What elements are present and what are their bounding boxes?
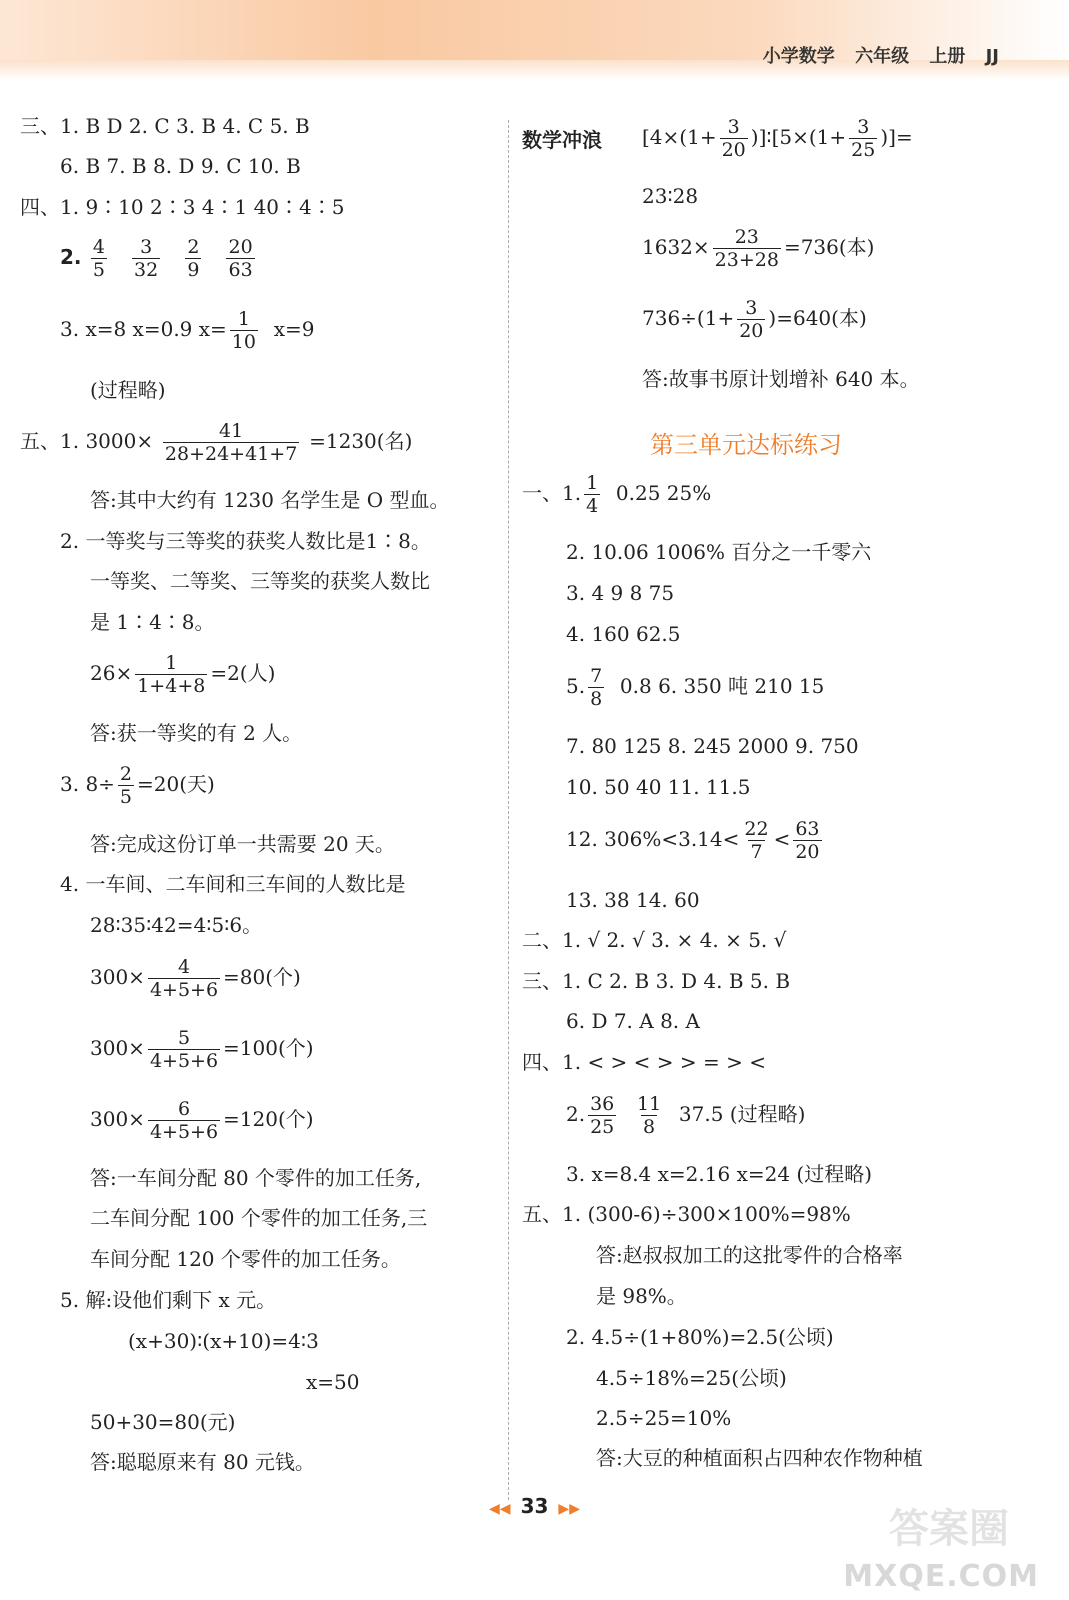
answer-line: 五、1. (300-6)÷300×100%=98%: [522, 1202, 851, 1226]
answer-line: 三、1. B D 2. C 3. B 4. C 5. B: [20, 114, 310, 138]
book-title: 小学数学 六年级 上册 JJ: [762, 46, 999, 67]
answer-text: 是 1∶4∶8。: [90, 610, 215, 634]
answer-line-equations: 3. x=8 x=0.9 x= $\frac{1}{10}$ x=9: [60, 308, 315, 353]
answer-calc: 736÷(1+ $\frac{3}{20}$ )=640(本): [642, 297, 867, 342]
answer-line: 三、1. C 2. B 3. D 4. B 5. B: [522, 969, 791, 993]
answer-calc: 3. 8÷ $\frac{2}{5}$ =20(天): [60, 763, 215, 808]
fraction: $\frac{7}{8}$: [590, 665, 603, 710]
answer-text: 答:获一等奖的有 2 人。: [90, 721, 303, 745]
answer-line: 3. x=8.4 x=2.16 x=24 (过程略): [566, 1162, 873, 1186]
answer-calc: 300× $\frac{5}{4+5+6}$ =100(个): [90, 1027, 314, 1072]
fraction: $\frac{23}{23+28}$: [714, 226, 779, 271]
answer-text: 28∶35∶42=4∶5∶6。: [90, 913, 263, 937]
fraction: $\frac{22}{7}$: [744, 818, 769, 863]
answer-calc: 五、1. 3000× $\frac{41}{28+24+41+7}$ =1230(名): [20, 420, 413, 465]
answer-line: 6. D 7. A 8. A: [566, 1009, 700, 1033]
fraction: $\frac{3}{20}$: [739, 297, 764, 342]
fraction: $\frac{41}{28+24+41+7}$: [164, 420, 298, 465]
answer-line: 4. 160 62.5: [566, 622, 681, 646]
answer-calc: 12. 306%<3.14< $\frac{22}{7}$ < $\frac{63}{20}$: [566, 818, 820, 863]
fraction: $\frac{4}{5}$: [92, 236, 105, 281]
answer-text: 答:故事书原计划增补 640 本。: [642, 367, 920, 391]
fraction: $\frac{1}{4}$: [586, 472, 599, 517]
fraction: $\frac{1}{10}$: [231, 308, 256, 353]
section-title: 第三单元达标练习: [650, 431, 842, 459]
answer-calc: [4×(1+ $\frac{3}{20}$ )]∶[5×(1+ $\frac{3}{25}$ )]=: [642, 116, 913, 161]
fraction: $\frac{36}{25}$: [590, 1093, 615, 1138]
answer-line: 13. 38 14. 60: [566, 888, 700, 912]
answer-text: 答:大豆的种植面积占四种农作物种植: [596, 1446, 923, 1470]
answer-calc: 26× $\frac{1}{1+4+8}$ =2(人): [90, 652, 276, 697]
fraction: $\frac{6}{4+5+6}$: [149, 1098, 219, 1143]
answer-line: 四、1. 9∶10 2∶3 4∶1 40∶4∶5: [20, 195, 345, 219]
answer-line: 10. 50 40 11. 11.5: [566, 775, 751, 799]
answer-calc: 300× $\frac{4}{4+5+6}$ =80(个): [90, 956, 301, 1001]
item-number: 2.: [60, 245, 82, 269]
answer-text: 答:聪聪原来有 80 元钱。: [90, 1450, 315, 1474]
prev-arrow-icon: ◀◀: [489, 1501, 511, 1517]
answer-text: 4.5÷18%=25(公顷): [596, 1366, 787, 1390]
answer-text: 2. 一等奖与三等奖的获奖人数比是1∶8。: [60, 529, 431, 553]
fraction: $\frac{2}{9}$: [187, 236, 200, 281]
answer-text: 是 98%。: [596, 1284, 687, 1308]
answer-text: 答:赵叔叔加工的这批零件的合格率: [596, 1243, 903, 1267]
answer-calc: 2. $\frac{36}{25}$ $\frac{11}{8}$ 37.5 (过程略): [566, 1093, 806, 1138]
fraction: $\frac{63}{20}$: [795, 818, 820, 863]
answer-text: 5. 解:设他们剩下 x 元。: [60, 1288, 277, 1312]
watermark-text: MXQE.COM: [843, 1559, 1039, 1594]
answer-line: 二、1. √ 2. √ 3. × 4. × 5. √: [522, 928, 787, 952]
section-label-chonglang: 数学冲浪: [522, 128, 602, 152]
page-number: 33: [520, 1494, 549, 1518]
answer-text: 答:其中大约有 1230 名学生是 O 型血。: [90, 488, 450, 512]
answer-line-fractions: [60, 236, 258, 281]
answer-line: 四、1. < > < > > = > <: [522, 1050, 767, 1074]
answer-text: 23∶28: [642, 184, 699, 208]
fraction: $\frac{3}{32}$: [134, 236, 159, 281]
answer-text: (x+30)∶(x+10)=4∶3: [128, 1329, 319, 1353]
fraction: $\frac{20}{63}$: [228, 236, 253, 281]
fraction: $\frac{3}{25}$: [851, 116, 876, 161]
next-arrow-icon: ▶▶: [558, 1501, 580, 1517]
answer-text: 一等奖、二等奖、三等奖的获奖人数比: [90, 569, 430, 593]
answer-line: 6. B 7. B 8. D 9. C 10. B: [60, 154, 301, 178]
answer-text: 2.5÷25=10%: [596, 1406, 732, 1430]
fraction: $\frac{4}{4+5+6}$: [149, 956, 219, 1001]
answer-text: 2. 4.5÷(1+80%)=2.5(公顷): [566, 1325, 834, 1349]
answer-text: 答:完成这份订单一共需要 20 天。: [90, 832, 395, 856]
answer-text: 车间分配 120 个零件的加工任务。: [90, 1247, 401, 1271]
fraction: $\frac{11}{8}$: [637, 1093, 662, 1138]
answer-line: 7. 80 125 8. 245 2000 9. 750: [566, 734, 859, 758]
note: (过程略): [90, 378, 166, 402]
answer-calc: 一、1. $\frac{1}{4}$ 0.25 25%: [522, 472, 712, 517]
answer-text: 答:一车间分配 80 个零件的加工任务,: [90, 1166, 422, 1190]
answer-calc: 5. $\frac{7}{8}$ 0.8 6. 350 吨 210 15: [566, 665, 825, 710]
answer-text: x=50: [306, 1370, 360, 1394]
answer-text: 4. 一车间、二车间和三车间的人数比是: [60, 872, 406, 896]
answer-calc: 300× $\frac{6}{4+5+6}$ =120(个): [90, 1098, 314, 1143]
column-divider: [508, 120, 509, 1500]
answer-line: 3. 4 9 8 75: [566, 581, 675, 605]
answer-calc: 1632× $\frac{23}{23+28}$ =736(本): [642, 226, 875, 271]
fraction: $\frac{3}{20}$: [721, 116, 746, 161]
fraction: $\frac{5}{4+5+6}$: [149, 1027, 219, 1072]
watermark-logo: 答案圈: [889, 1506, 1009, 1552]
fraction: $\frac{1}{1+4+8}$: [137, 652, 206, 697]
answer-line: 2. 10.06 1006% 百分之一千零六: [566, 540, 872, 564]
answer-text: 50+30=80(元): [90, 1410, 236, 1434]
answer-text: 二车间分配 100 个零件的加工任务,三: [90, 1206, 428, 1230]
fraction: $\frac{2}{5}$: [119, 763, 133, 808]
